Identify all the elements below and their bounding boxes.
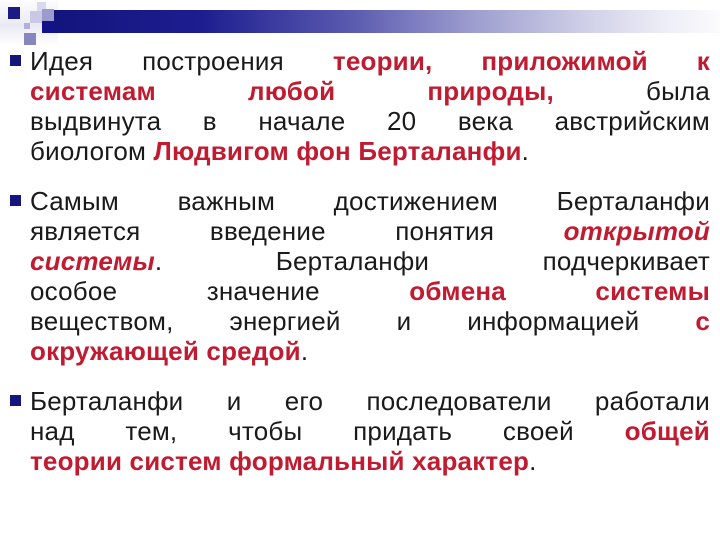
- text-line: [30, 416, 710, 446]
- text-run: с: [695, 306, 710, 336]
- text-run: . Берталанфи подчеркивает: [154, 246, 710, 276]
- text-line: [30, 76, 710, 106]
- text-run: является введение понятия: [30, 216, 564, 246]
- text-line: [30, 446, 710, 476]
- text-run: биологом: [30, 136, 154, 166]
- pixel-square-icon: [42, 21, 54, 33]
- text-run: системы: [30, 246, 155, 276]
- text-run: Идея построения: [30, 46, 333, 76]
- text-run: системам любой природы,: [30, 76, 554, 106]
- text-run: выдвинута в начале 20 века австрийским: [30, 106, 710, 136]
- pixel-square-icon: [24, 23, 30, 29]
- text-line: [30, 276, 710, 306]
- text-run: окружающей средой: [30, 336, 301, 366]
- text-run: общей: [624, 416, 710, 446]
- content: [10, 46, 710, 496]
- text-run: обмена системы: [409, 276, 710, 306]
- text-run: особое значение: [30, 276, 410, 306]
- text-line: [30, 216, 710, 246]
- gradient-title-bar-decoration: [54, 10, 720, 33]
- text-run: Людвигом фон Берталанфи: [153, 136, 522, 166]
- text-run: .: [300, 336, 309, 366]
- bullet-square-icon: [10, 55, 21, 66]
- pixel-square-icon: [30, 11, 42, 23]
- text-run: над тем, чтобы придать своей: [30, 416, 625, 446]
- text-run: теории, приложимой к: [332, 46, 710, 76]
- text-line: [30, 186, 710, 216]
- pixel-square-icon: [24, 33, 36, 45]
- bullet-item: [10, 46, 710, 166]
- text-run: была: [553, 76, 710, 106]
- bullet-square-icon: [10, 395, 21, 406]
- text-run: теории систем формальный характер: [30, 446, 530, 476]
- bullet-item: [10, 386, 710, 476]
- bullet-item: [10, 186, 710, 366]
- text-line: [30, 246, 710, 276]
- text-run: открытой: [563, 216, 710, 246]
- text-line: [30, 336, 710, 366]
- text-line: [30, 46, 710, 76]
- pixel-square-icon: [42, 9, 54, 21]
- bullet-square-icon: [10, 195, 21, 206]
- text-line: [30, 136, 710, 166]
- text-run: Берталанфи и его последователи работали: [30, 386, 710, 416]
- text-run: веществом, энергией и информацией: [30, 306, 696, 336]
- text-run: .: [529, 446, 537, 476]
- text-line: [30, 106, 710, 136]
- text-run: .: [521, 136, 530, 166]
- text-line: [30, 386, 710, 416]
- text-run: Самым важным достижением Берталанфи: [30, 186, 710, 216]
- pixel-square-icon: [8, 7, 20, 19]
- text-line: [30, 306, 710, 336]
